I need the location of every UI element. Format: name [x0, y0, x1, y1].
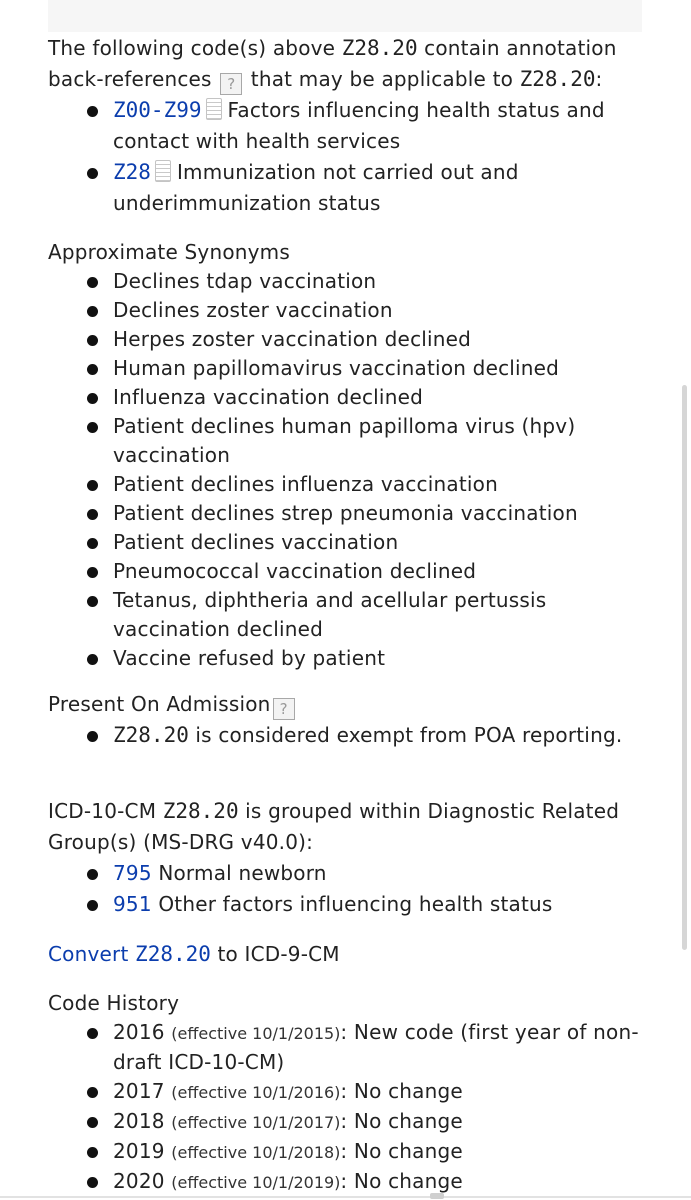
list-item: Pneumococcal vaccination declined — [48, 557, 648, 586]
list-item: 2017 (effective 10/1/2016): No change — [48, 1077, 648, 1107]
history-heading: Code History — [48, 991, 180, 1015]
synonyms-list — [48, 267, 648, 673]
previous-section-box — [48, 0, 642, 32]
notes-icon[interactable] — [155, 160, 171, 182]
list-item: Patient declines human papilloma virus (hpv) vaccination — [48, 412, 648, 470]
list-item: 2019 (effective 10/1/2018): No change — [48, 1137, 648, 1167]
list-item: 795 Normal newborn — [48, 858, 648, 889]
bottom-handle — [430, 1193, 444, 1199]
history-section — [48, 989, 648, 1197]
list-item: Z00-Z99 Factors influencing health status and contact with health services — [48, 95, 648, 157]
drg-section — [48, 796, 648, 920]
poa-list — [48, 720, 648, 751]
list-item: Patient declines strep pneumonia vaccination — [48, 499, 648, 528]
list-item: Z28.20 is considered exempt from POA reporting. — [48, 720, 648, 751]
poa-heading: Present On Admission ? — [48, 690, 648, 720]
code-link-z28[interactable]: Z28 — [113, 160, 151, 184]
synonyms-heading: Approximate Synonyms — [48, 240, 290, 264]
help-icon[interactable]: ? — [220, 73, 242, 95]
list-item: Patient declines vaccination — [48, 528, 648, 557]
scrollbar[interactable] — [682, 385, 687, 950]
list-item: 951 Other factors influencing health status — [48, 889, 648, 920]
list-item: Herpes zoster vaccination declined — [48, 325, 648, 354]
list-item: 2020 (effective 10/1/2019): No change — [48, 1167, 648, 1197]
convert-link[interactable]: Convert Z28.20 — [48, 942, 211, 966]
bottom-divider — [0, 1196, 691, 1198]
backrefs-section — [48, 33, 648, 219]
code-link-z00-z99[interactable]: Z00-Z99 — [113, 98, 202, 122]
history-list — [48, 1018, 648, 1197]
list-item: Declines tdap vaccination — [48, 267, 648, 296]
list-item: 2016 (effective 10/1/2015): New code (first year of non-draft ICD-10-CM) — [48, 1018, 648, 1077]
poa-section — [48, 690, 648, 751]
convert-section: Convert Z28.20 to ICD-9-CM — [48, 942, 340, 966]
help-icon[interactable]: ? — [273, 698, 295, 720]
list-item: Vaccine refused by patient — [48, 644, 648, 673]
list-item: Human papillomavirus vaccination declined — [48, 354, 648, 383]
drg-link-951[interactable]: 951 — [113, 892, 152, 916]
list-item: Patient declines influenza vaccination — [48, 470, 648, 499]
list-item: Influenza vaccination declined — [48, 383, 648, 412]
backrefs-list — [48, 95, 648, 219]
backrefs-intro: The following code(s) above Z28.20 contain annotation back-references ? that may be applicable to Z28.20: — [48, 36, 617, 93]
drg-link-795[interactable]: 795 — [113, 861, 152, 885]
drg-list — [48, 858, 648, 920]
notes-icon[interactable] — [206, 98, 222, 120]
list-item: 2018 (effective 10/1/2017): No change — [48, 1107, 648, 1137]
list-item: Z28 Immunization not carried out and underimmunization status — [48, 157, 648, 219]
synonyms-section — [48, 238, 648, 673]
list-item: Tetanus, diphtheria and acellular pertussis vaccination declined — [48, 586, 648, 644]
drg-intro: ICD-10-CM Z28.20 is grouped within Diagnostic Related Group(s) (MS-DRG v40.0): — [48, 799, 620, 854]
list-item: Declines zoster vaccination — [48, 296, 648, 325]
